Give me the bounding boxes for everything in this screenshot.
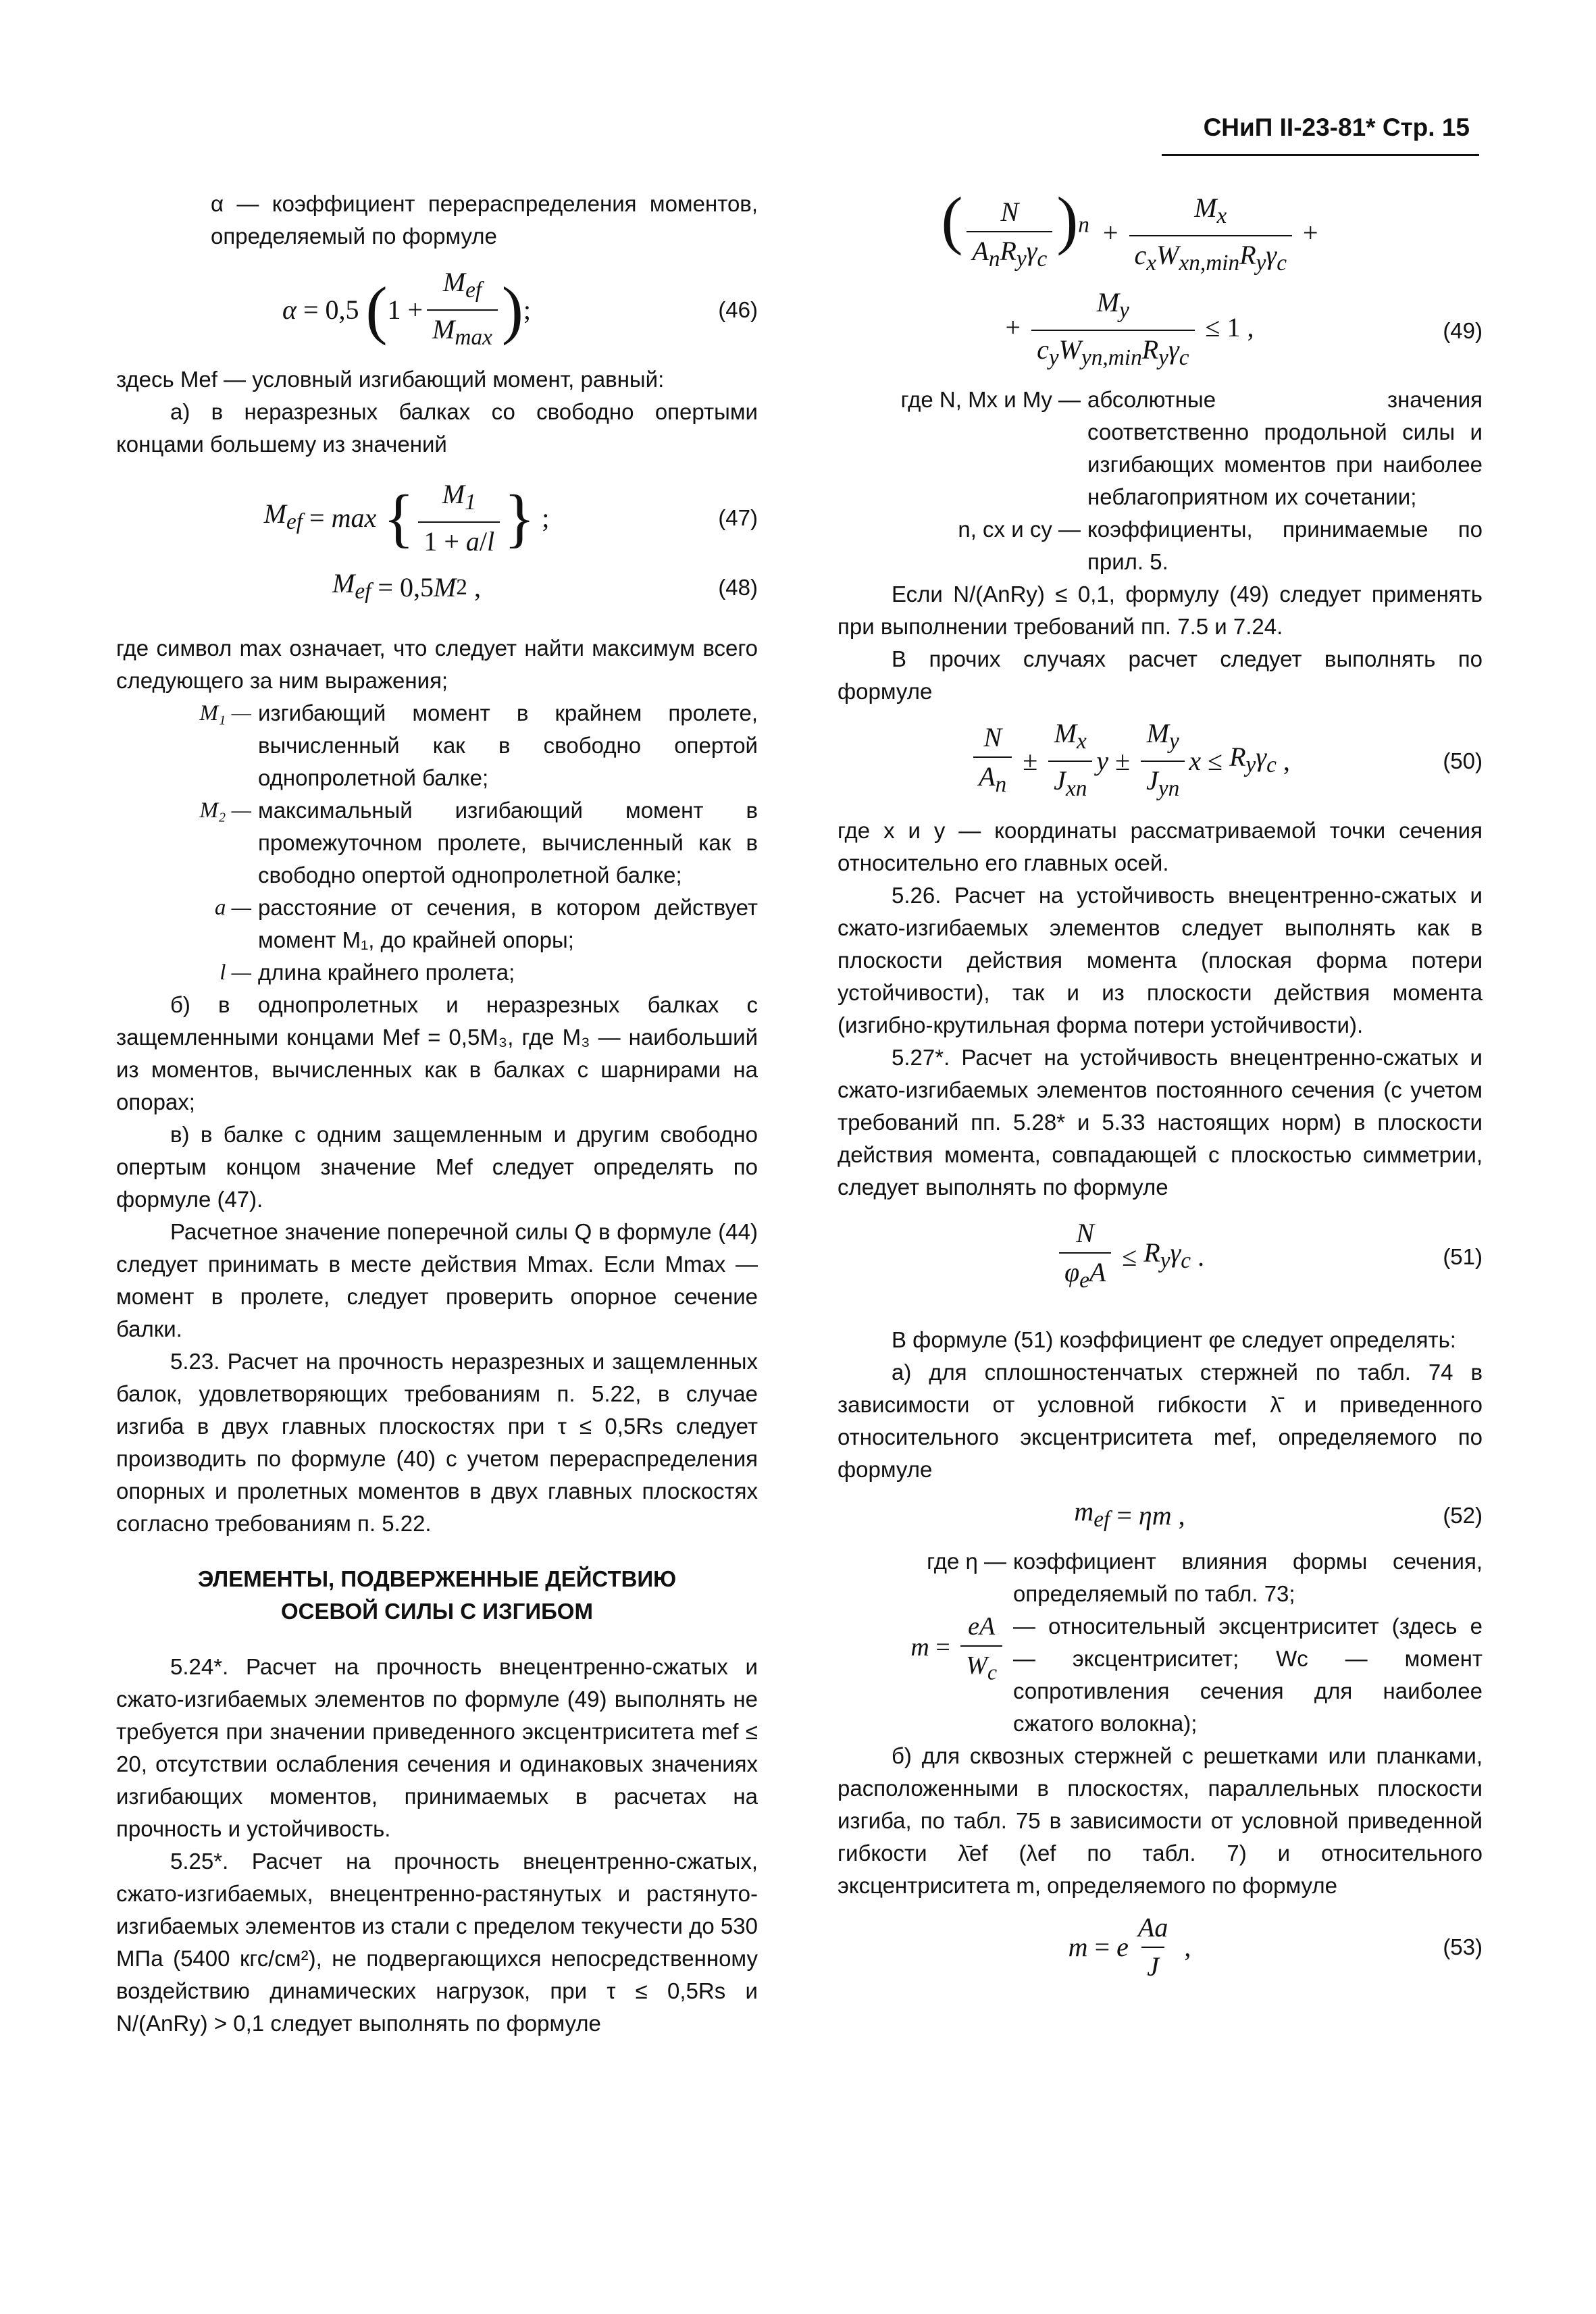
formula-51: N $\varphi_eA$ ≤ $R_y\gamma_c$ . bbox=[838, 1217, 1422, 1297]
clause-5-23: 5.23. Расчет на прочность неразрезных и защемленных балок, удовлетворяющих требованиям п. 5.22, в случае изгиба в двух главных плоскостях при τ ≤ 0,5Rs следует производить по формуле (40) с учетом перераспределения опорных и пролетных моментов в двух главных плоскостях согласно требованиям п. 5.22. bbox=[116, 1349, 758, 1536]
equation-49 bbox=[838, 184, 1483, 374]
phi-definition: В формуле (51) коэффициент φe следует определять: bbox=[892, 1327, 1456, 1352]
left-column bbox=[116, 188, 758, 2040]
legend-key: l — bbox=[220, 960, 251, 985]
item-b-right: б) для сквозных стержней с решетками или планками, расположенными в плоскостях, параллельных плоскости изгиба, по табл. 75 в зависимости от условной приведенной гибкости λ̄ef (λef по табл. 7) и относительного эксцентриситета m, определяемого по формуле bbox=[838, 1743, 1483, 1898]
clause-5-24: 5.24*. Расчет на прочность внецентренно-сжатых и сжато-изгибаемых элементов по формуле (49) выполнять не требуется при значении приведенного эксцентриситета mef ≤ 20, отсутствии ослабления сечения и одинаковых значениях изгибающих моментов, принимаемых в расчетах на прочность и устойчивость. bbox=[116, 1654, 758, 1841]
equation-number: (47) bbox=[718, 505, 758, 530]
legend-value: расстояние от сечения, в котором действует момент M₁, до крайней опоры; bbox=[258, 895, 758, 952]
condition-paragraph: Если N/(AnRy) ≤ 0,1, формулу (49) следует применять при выполнении требований пп. 7.5 и 7.24. bbox=[838, 581, 1483, 639]
item-b: б) в однопролетных и неразрезных балках с защемленными концами Mef = 0,5M₃, где M₃ — наибольший из моментов, вычисленных как в балках с шарнирами на опорах; bbox=[116, 992, 758, 1114]
equation-number: (53) bbox=[1443, 1934, 1483, 1959]
xy-definition: где x и y — координаты рассматриваемой точки сечения относительно его главных осей. bbox=[838, 817, 1483, 875]
right-column bbox=[838, 184, 1483, 1992]
legend-value: изгибающий момент в крайнем пролете, вычисленный как в свободно опертой однопролетной балке; bbox=[258, 700, 758, 790]
formula-50: N $A_n$ ± $M_x$ $J_{xn}$ y ± $M_y$ $J_{yn}$ x ≤ $R_y\gamma_c$ , bbox=[838, 717, 1422, 805]
equation-number: (49) bbox=[1443, 317, 1483, 343]
legend-list bbox=[116, 697, 758, 989]
equation-number: (52) bbox=[1443, 1502, 1483, 1528]
clause-5-25: 5.25*. Расчет на прочность внецентренно-сжатых, сжато-изгибаемых, внецентренно-растянутых и растянуто-изгибаемых элементов из стали с пределом текучести до 530 МПа (5400 кгс/см²), не подвергающихся непосредственному воздействию динамических нагрузок, при τ ≤ 0,5Rs и N/(AnRy) > 0,1 следует выполнять по формуле bbox=[116, 1849, 758, 2036]
shear-paragraph: Расчетное значение поперечной силы Q в формуле (44) следует принимать в месте действия Mmax. Если Mmax — момент в пролете, следует проверить опорное сечение балки. bbox=[116, 1219, 758, 1341]
legend-value: длина крайнего пролета; bbox=[258, 960, 515, 985]
page-header: СНиП II-23-81* Стр. 15 bbox=[1203, 113, 1470, 141]
equation-50 bbox=[838, 717, 1483, 805]
header-rule bbox=[1162, 154, 1479, 156]
formula-46: α = 0,5 ( 1 + $M_{ef}$ $M_{max}$ ) ; bbox=[116, 266, 697, 354]
item-a-right: а) для сплошностенчатых стержней по табл. 74 в зависимости от условной гибкости λ̄ и приведенного относительного эксцентриситета mef, определяемого по формуле bbox=[838, 1359, 1483, 1482]
section-title-line-1: ЭЛЕМЕНТЫ, ПОДВЕРЖЕННЫЕ ДЕЙСТВИЮ bbox=[197, 1566, 677, 1591]
equation-48 bbox=[116, 567, 758, 608]
equation-53 bbox=[838, 1911, 1483, 1983]
legend-key: n, cx и cy — bbox=[958, 516, 1081, 542]
equation-number: (51) bbox=[1443, 1243, 1483, 1269]
section-heading bbox=[116, 1563, 758, 1628]
legend-value: — относительный эксцентриситет (здесь e — эксцентриситет; Wc — момент сопротивления сечения для наиболее сжатого волокна); bbox=[1013, 1613, 1483, 1736]
legend-value: абсолютные значения соответственно продольной силы и изгибающих моментов при наиболее неблагоприятном их сочетании; bbox=[1087, 386, 1483, 509]
alpha-definition: α — коэффициент перераспределения моментов, определяемый по формуле bbox=[211, 191, 758, 249]
equation-number: (46) bbox=[718, 297, 758, 322]
other-cases-paragraph: В прочих случаях расчет следует выполнять по формуле bbox=[838, 646, 1483, 704]
legend-key: a — bbox=[214, 896, 251, 920]
legend-key: где η — bbox=[927, 1548, 1006, 1574]
equation-47 bbox=[116, 478, 758, 558]
legend-key: M₂ — bbox=[199, 798, 251, 823]
equation-52 bbox=[838, 1495, 1483, 1536]
equation-51 bbox=[838, 1217, 1483, 1297]
legend-value: максимальный изгибающий момент в промежуточном пролете, вычисленный как в свободно опертой однопролетной балке; bbox=[258, 798, 758, 888]
equation-number: (48) bbox=[718, 575, 758, 600]
legend-49 bbox=[838, 384, 1483, 578]
formula-47: $M_{ef}$ = max { $M_1$ 1 + a/l } ; bbox=[263, 479, 550, 557]
legend-value: коэффициент влияния формы сечения, определяемый по табл. 73; bbox=[1013, 1548, 1483, 1606]
formula-53: m = e Aa J , bbox=[1068, 1911, 1191, 1982]
equation-number: (50) bbox=[1443, 748, 1483, 773]
formula-48: $M_{ef}$ = 0,5 M 2 , bbox=[332, 568, 481, 604]
mef-definition: здесь Mef — условный изгибающий момент, равный: bbox=[116, 367, 665, 392]
legend-52 bbox=[838, 1545, 1483, 1740]
equation-46 bbox=[116, 266, 758, 354]
clause-5-27: 5.27*. Расчет на устойчивость внецентренно-сжатых и сжато-изгибаемых элементов постоянного сечения (с учетом требований пп. 5.28* и 5.33 настоящих норм) в плоскости действия момента, совпадающей с плоскостью симметрии, следует выполнять по формуле bbox=[838, 1044, 1483, 1200]
item-v: в) в балке с одним защемленным и другим свободно опертым концом значение Mef следует определять по формуле (47). bbox=[116, 1122, 758, 1212]
max-note: где символ max означает, что следует найти максимум всего следующего за ним выражения; bbox=[116, 636, 758, 693]
formula-52: $m_{ef}$ = ηm , bbox=[1074, 1495, 1185, 1532]
item-a: а) в неразрезных балках со свободно опертыми концами большему из значений bbox=[116, 399, 758, 457]
section-title-line-2: ОСЕВОЙ СИЛЫ С ИЗГИБОМ bbox=[281, 1599, 593, 1624]
m-formula: m = $\frac{eA}{W_c}$ bbox=[838, 1610, 1006, 1740]
legend-key: M₁ — bbox=[199, 701, 251, 725]
formula-49: ( N $A_nR_y\gamma_c$ )$^n$ + $M_x$ $c_xW_{xn,min}R_y\gamma_c$ + + $M_y$ $c_yW_{yn,min}R_y\gamma_c$ ≤ 1 , bbox=[838, 188, 1422, 374]
legend-key: где N, Mx и My — bbox=[900, 386, 1081, 412]
legend-value: коэффициенты, принимаемые по прил. 5. bbox=[1087, 516, 1483, 574]
clause-5-26: 5.26. Расчет на устойчивость внецентренно-сжатых и сжато-изгибаемых элементов следует выполнять как в плоскости действия момента (плоская форма потери устойчивости), так и из плоскости действия момента (изгибно-крутильная форма потери устойчивости). bbox=[838, 882, 1483, 1037]
